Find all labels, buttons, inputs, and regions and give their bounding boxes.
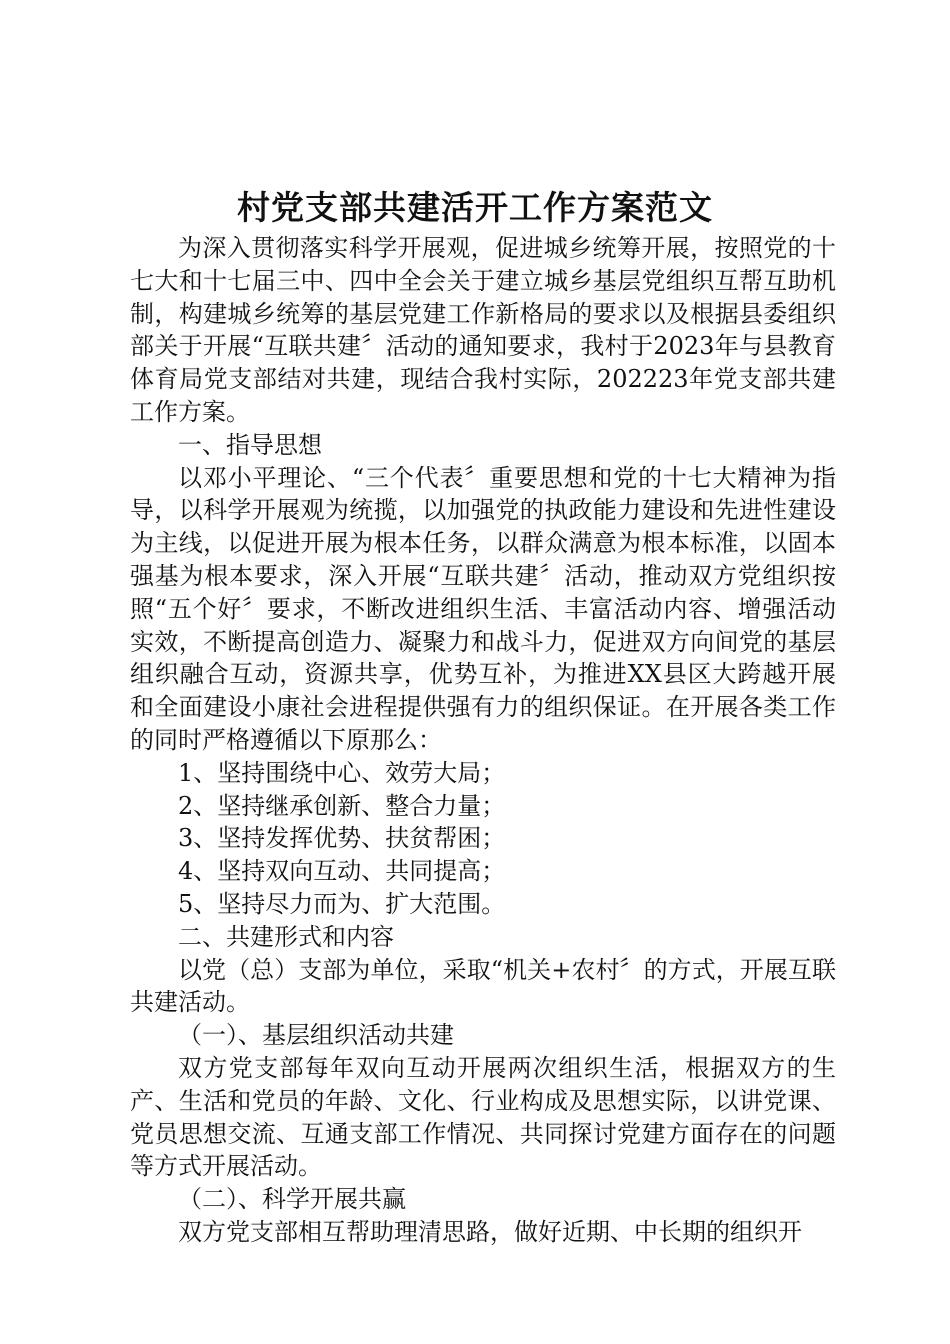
principle-item-3: 3、坚持发挥优势、扶贫帮困； xyxy=(178,824,506,853)
heading-guiding-thought: 一、指导思想 xyxy=(178,430,322,459)
paragraph-intro: 为深入贯彻落实科学开展观，促进城乡统筹开展，按照党的十七大和十七届三中、四中全会关于建立城乡基层党组织互帮互助机制，构建城乡统筹的基层党建工作新格局的要求以及根据县委组织部关于开展“互联共建〞活动的通知要求，我村于2023年与县教育体育局党支部结对共建，现结合我村实际，202223年党支部共建工作方案。 xyxy=(130,234,836,426)
principle-item-5: 5、坚持尽力而为、扩大范围。 xyxy=(178,889,506,918)
paragraph-form-content: 以党（总）支部为单位，采取“机关+农村〞的方式，开展互联共建活动。 xyxy=(130,955,836,1017)
document-title: 村党支部共建活开工作方案范文 xyxy=(237,188,713,227)
principle-item-4: 4、坚持双向互动、共同提高； xyxy=(178,857,506,886)
document-body xyxy=(130,232,836,1249)
paragraph-guiding-thought: 以邓小平理论、“三个代表〞重要思想和党的十七大精神为指导，以科学开展观为统揽，以加强党的执政能力建设和先进性建设为主线，以促进开展为根本任务，以群众满意为根本标准，以固本强基为根本要求，深入开展“互联共建〞活动，推动双方党组织按照“五个好〞要求，不断改进组织生活、丰富活动内容、增强活动实效，不断提高创造力、凝聚力和战斗力，促进双方向间党的基层组织融合互动，资源共享，优势互补，为推进XX县区大跨越开展和全面建设小康社会进程提供强有力的组织保证。在开展各类工作的同时严格遵循以下原那么： xyxy=(130,463,836,754)
principle-item-1: 1、坚持围绕中心、效劳大局； xyxy=(178,758,506,787)
subheading-organization-activities: （一）、基层组织活动共建 xyxy=(178,1021,454,1050)
heading-form-content: 二、共建形式和内容 xyxy=(178,922,394,951)
principle-item-2: 2、坚持继承创新、整合力量； xyxy=(178,791,506,820)
paragraph-scientific-development: 双方党支部相互帮助理清思路，做好近期、中长期的组织开 xyxy=(178,1217,802,1246)
subheading-scientific-development: （二）、科学开展共赢 xyxy=(178,1185,406,1214)
paragraph-organization-activities: 双方党支部每年双向互动开展两次组织生活，根据双方的生产、生活和党员的年龄、文化、行业构成及思想实际，以讲党课、党员思想交流、互通支部工作情况、共同探讨党建方面存在的问题等方式开展活动。 xyxy=(130,1053,836,1181)
